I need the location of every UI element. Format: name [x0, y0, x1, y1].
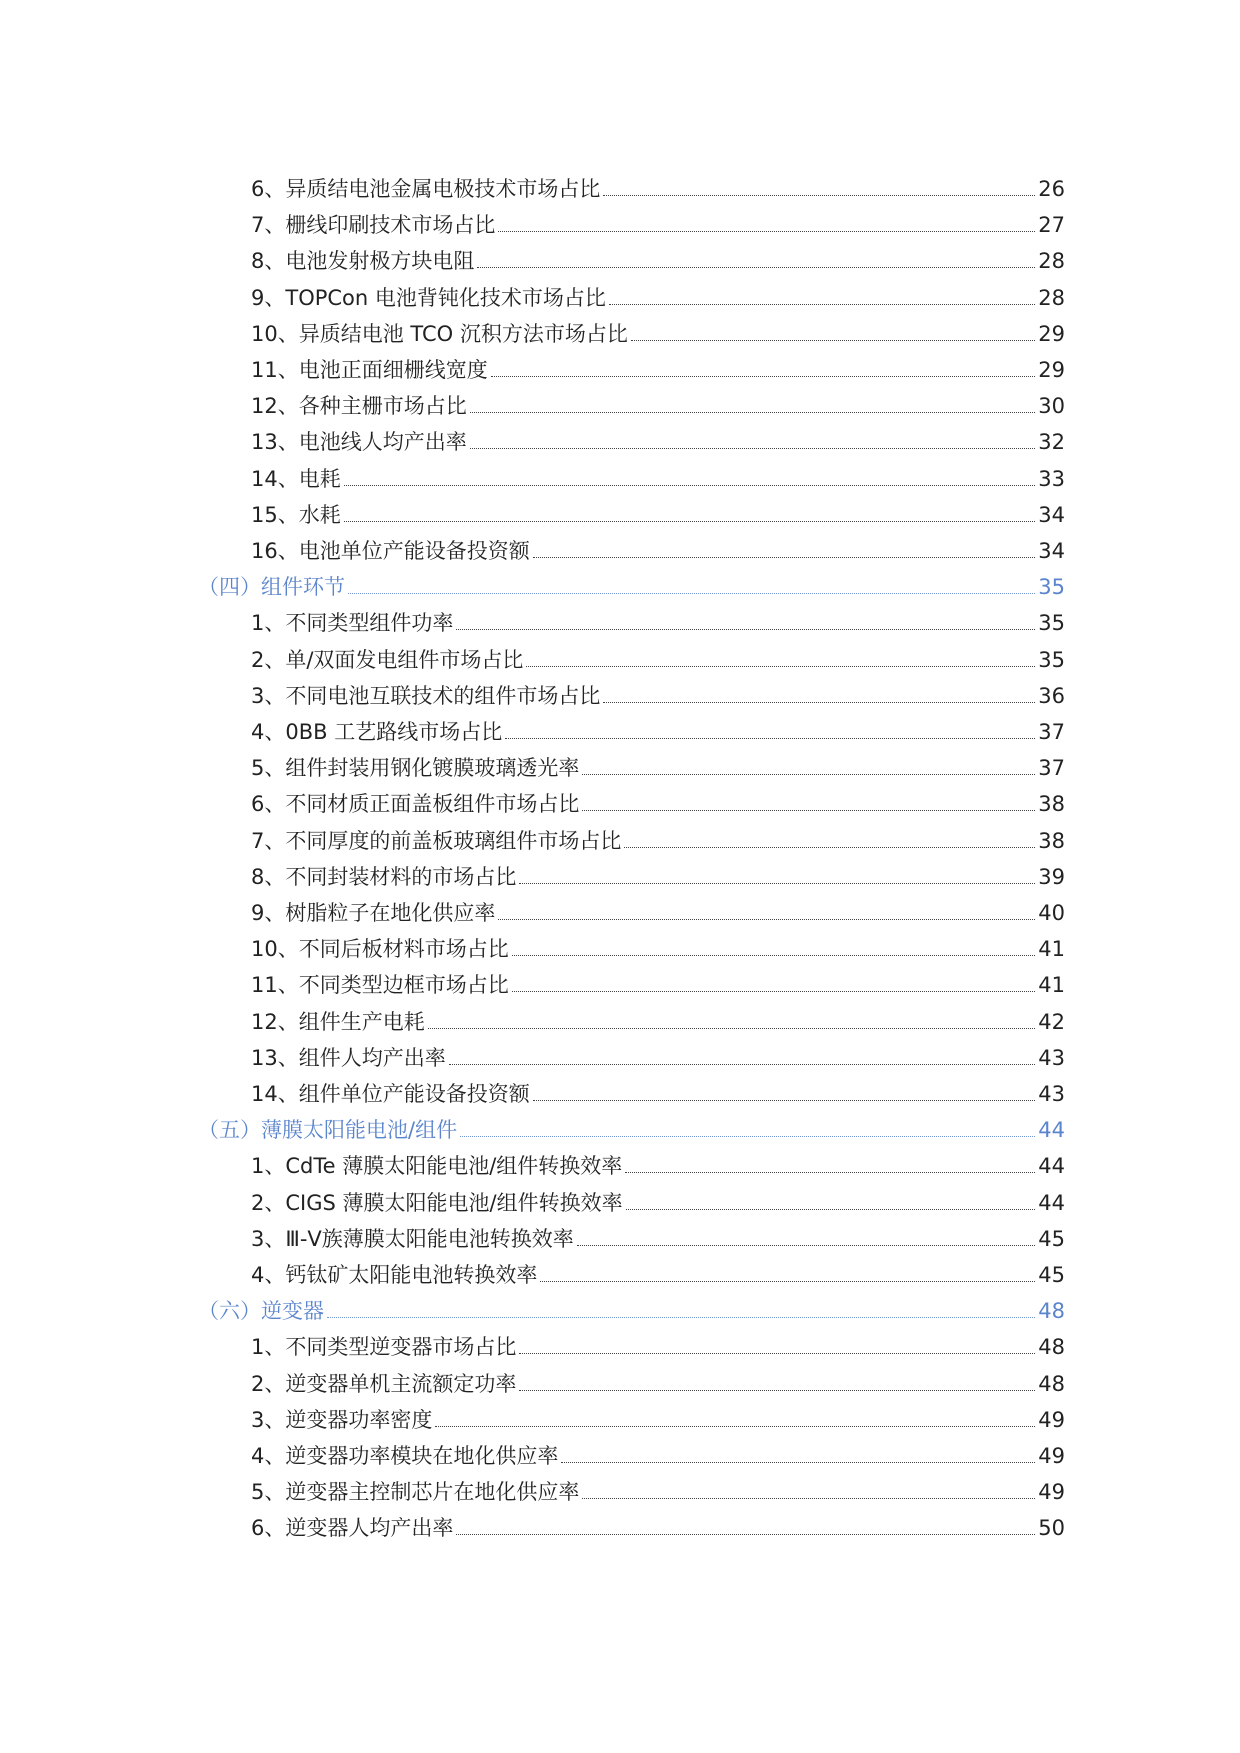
toc-entry[interactable]	[251, 1182, 1065, 1216]
toc-entry-title: 3、不同电池互联技术的组件市场占比	[251, 683, 601, 708]
toc-page-number: 41	[1038, 973, 1065, 998]
toc-entry-title: 6、异质结电池金属电极技术市场占比	[251, 177, 601, 201]
toc-entry[interactable]	[251, 639, 1065, 673]
toc-entry[interactable]	[251, 1254, 1065, 1288]
toc-entry[interactable]	[251, 964, 1065, 998]
toc-entry[interactable]	[251, 1363, 1065, 1397]
toc-page-number: 28	[1038, 249, 1065, 274]
toc-dot-leader	[470, 411, 1036, 413]
toc-entry-title: 8、电池发射极方块电阻	[251, 249, 475, 274]
toc-dot-leader	[603, 701, 1035, 703]
toc-dot-leader	[456, 1533, 1035, 1535]
toc-entry[interactable]	[251, 1073, 1065, 1107]
toc-page-number: 29	[1038, 321, 1065, 346]
toc-entry-title: （六）逆变器	[198, 1299, 324, 1324]
toc-page-number: 49	[1038, 1407, 1065, 1432]
toc-entry[interactable]	[251, 856, 1065, 890]
toc-entry-title: 9、树脂粒子在地化供应率	[251, 901, 496, 925]
toc-page-number: 29	[1038, 358, 1065, 382]
toc-page-number: 35	[1038, 575, 1065, 600]
toc-dot-leader	[625, 1171, 1035, 1173]
toc-dot-leader	[460, 1135, 1035, 1137]
toc-page-number: 30	[1038, 394, 1065, 419]
toc-entry[interactable]	[251, 1145, 1065, 1179]
toc-dot-leader	[491, 375, 1036, 377]
toc-entry-title: （五）薄膜太阳能电池/组件	[198, 1118, 458, 1143]
toc-entry[interactable]	[251, 675, 1065, 709]
toc-entry[interactable]	[251, 349, 1065, 383]
toc-entry-title: 7、不同厚度的前盖板玻璃组件市场占比	[251, 828, 622, 853]
toc-page-number: 33	[1038, 466, 1065, 491]
toc-entry-title: 13、电池线人均产出率	[251, 430, 467, 455]
toc-entry[interactable]	[251, 530, 1065, 564]
toc-entry-title: 12、各种主栅市场占比	[251, 394, 467, 419]
toc-dot-leader	[505, 737, 1035, 739]
toc-entry-title: 11、不同类型边框市场占比	[251, 973, 509, 998]
toc-entry-title: 14、组件单位产能设备投资额	[251, 1082, 530, 1106]
toc-page-number: 43	[1038, 1045, 1065, 1070]
toc-dot-leader	[631, 339, 1035, 341]
toc-dot-leader	[561, 1461, 1035, 1463]
toc-entry[interactable]	[251, 1037, 1065, 1071]
toc-dot-leader	[327, 1316, 1035, 1318]
toc-entry[interactable]	[251, 168, 1065, 202]
toc-entry[interactable]	[251, 1471, 1065, 1505]
toc-entry[interactable]	[251, 421, 1065, 455]
toc-dot-leader	[577, 1244, 1035, 1246]
toc-entry[interactable]	[251, 204, 1065, 238]
toc-page-number: 37	[1038, 720, 1065, 744]
toc-entry-title: 3、逆变器功率密度	[251, 1407, 433, 1432]
toc-page-number: 40	[1038, 901, 1065, 925]
toc-dot-leader	[526, 665, 1035, 667]
toc-page-number: 42	[1038, 1009, 1065, 1034]
toc-entry[interactable]	[251, 494, 1065, 528]
toc-entry-title: 1、CdTe 薄膜太阳能电池/组件转换效率	[251, 1154, 623, 1179]
toc-dot-leader	[519, 1352, 1035, 1354]
toc-section-entry[interactable]	[198, 1290, 1065, 1324]
toc-dot-leader	[456, 628, 1035, 630]
toc-dot-leader	[533, 556, 1036, 558]
toc-entry[interactable]	[251, 1507, 1065, 1541]
toc-entry-title: 15、水耗	[251, 502, 341, 527]
toc-dot-leader	[470, 447, 1036, 449]
toc-entry[interactable]	[251, 1001, 1065, 1035]
toc-entry[interactable]	[251, 1218, 1065, 1252]
toc-page-number: 50	[1038, 1516, 1065, 1541]
toc-dot-leader	[348, 592, 1035, 594]
toc-page-number: 35	[1038, 647, 1065, 672]
toc-dot-leader	[477, 266, 1035, 268]
toc-page-number: 34	[1038, 502, 1065, 527]
toc-page-number: 48	[1038, 1371, 1065, 1396]
toc-entry[interactable]	[251, 711, 1065, 745]
toc-entry-title: 6、不同材质正面盖板组件市场占比	[251, 792, 580, 817]
toc-dot-leader	[624, 846, 1035, 848]
toc-dot-leader	[344, 484, 1036, 486]
toc-dot-leader	[512, 990, 1036, 992]
toc-dot-leader	[582, 773, 1035, 775]
toc-section-entry[interactable]	[198, 566, 1065, 600]
toc-page-number: 48	[1038, 1335, 1065, 1360]
toc-dot-leader	[519, 882, 1035, 884]
toc-entry[interactable]	[251, 747, 1065, 781]
toc-dot-leader	[512, 954, 1036, 956]
toc-entry[interactable]	[251, 892, 1065, 926]
toc-dot-leader	[582, 809, 1035, 811]
toc-page-number: 27	[1038, 213, 1065, 238]
toc-dot-leader	[449, 1063, 1036, 1065]
toc-entry[interactable]	[251, 820, 1065, 854]
toc-page-number: 41	[1038, 937, 1065, 962]
toc-page-number: 44	[1038, 1190, 1065, 1215]
toc-page-number: 45	[1038, 1263, 1065, 1287]
toc-entry-title: 10、不同后板材料市场占比	[251, 937, 509, 962]
toc-page-number: 49	[1038, 1444, 1065, 1468]
toc-entry-title: 2、逆变器单机主流额定功率	[251, 1371, 517, 1396]
toc-section-entry[interactable]	[198, 1109, 1065, 1143]
toc-entry-title: 13、组件人均产出率	[251, 1045, 446, 1070]
toc-entry-title: 1、不同类型逆变器市场占比	[251, 1335, 517, 1360]
toc-entry-title: 3、Ⅲ-Ⅴ族薄膜太阳能电池转换效率	[251, 1226, 574, 1251]
toc-entry-title: 4、0BB 工艺路线市场占比	[251, 720, 503, 744]
toc-page-number: 44	[1038, 1154, 1065, 1179]
toc-entry[interactable]	[251, 1399, 1065, 1433]
toc-dot-leader	[609, 303, 1035, 305]
toc-page-number: 36	[1038, 683, 1065, 708]
toc-page-number: 35	[1038, 611, 1065, 636]
toc-entry-title: 2、单/双面发电组件市场占比	[251, 647, 524, 672]
toc-page-number: 39	[1038, 864, 1065, 889]
toc-entry[interactable]	[251, 928, 1065, 962]
toc-entry[interactable]	[251, 783, 1065, 817]
toc-entry-title: 7、栅线印刷技术市场占比	[251, 213, 496, 238]
toc-entry-title: 1、不同类型组件功率	[251, 611, 454, 636]
toc-entry-title: 16、电池单位产能设备投资额	[251, 539, 530, 563]
toc-entry-title: 11、电池正面细栅线宽度	[251, 358, 488, 382]
toc-dot-leader	[435, 1425, 1035, 1427]
toc-dot-leader	[519, 1389, 1035, 1391]
toc-entry-title: 8、不同封装材料的市场占比	[251, 864, 517, 889]
toc-entry-title: 10、异质结电池 TCO 沉积方法市场占比	[251, 321, 628, 346]
toc-entry[interactable]	[251, 458, 1065, 492]
toc-page-number: 43	[1038, 1082, 1065, 1106]
toc-page-number: 38	[1038, 792, 1065, 817]
toc-entry-title: （四）组件环节	[198, 575, 345, 600]
toc-entry[interactable]	[251, 277, 1065, 311]
toc-dot-leader	[582, 1497, 1035, 1499]
toc-dot-leader	[498, 918, 1035, 920]
toc-entry[interactable]	[251, 602, 1065, 636]
toc-dot-leader	[533, 1099, 1036, 1101]
toc-entry[interactable]	[251, 385, 1065, 419]
toc-page-number: 26	[1038, 177, 1065, 201]
toc-dot-leader	[540, 1280, 1035, 1282]
toc-entry[interactable]	[251, 313, 1065, 347]
toc-entry[interactable]	[251, 240, 1065, 274]
toc-entry-title: 5、逆变器主控制芯片在地化供应率	[251, 1480, 580, 1505]
toc-dot-leader	[603, 194, 1035, 196]
toc-page-number: 48	[1038, 1299, 1065, 1324]
toc-entry-title: 4、逆变器功率模块在地化供应率	[251, 1444, 559, 1468]
toc-entry[interactable]	[251, 1435, 1065, 1469]
toc-page-number: 28	[1038, 285, 1065, 310]
toc-dot-leader	[428, 1027, 1036, 1029]
toc-entry-title: 2、CIGS 薄膜太阳能电池/组件转换效率	[251, 1190, 623, 1215]
toc-page-number: 38	[1038, 828, 1065, 853]
toc-entry-title: 6、逆变器人均产出率	[251, 1516, 454, 1541]
toc-page-number: 34	[1038, 539, 1065, 563]
toc-dot-leader	[344, 520, 1036, 522]
toc-dot-leader	[498, 230, 1035, 232]
toc-page-number: 45	[1038, 1226, 1065, 1251]
toc-dot-leader	[626, 1208, 1036, 1210]
toc-entry-title: 5、组件封装用钢化镀膜玻璃透光率	[251, 756, 580, 781]
toc-entry[interactable]	[251, 1326, 1065, 1360]
toc-page-number: 32	[1038, 430, 1065, 455]
toc-entry-title: 4、钙钛矿太阳能电池转换效率	[251, 1263, 538, 1287]
toc-entry-title: 9、TOPCon 电池背钝化技术市场占比	[251, 285, 606, 310]
toc-page-number: 37	[1038, 756, 1065, 781]
toc-entry-title: 14、电耗	[251, 466, 341, 491]
toc-entry-title: 12、组件生产电耗	[251, 1009, 425, 1034]
toc-page-number: 49	[1038, 1480, 1065, 1505]
toc-page-number: 44	[1038, 1118, 1065, 1143]
